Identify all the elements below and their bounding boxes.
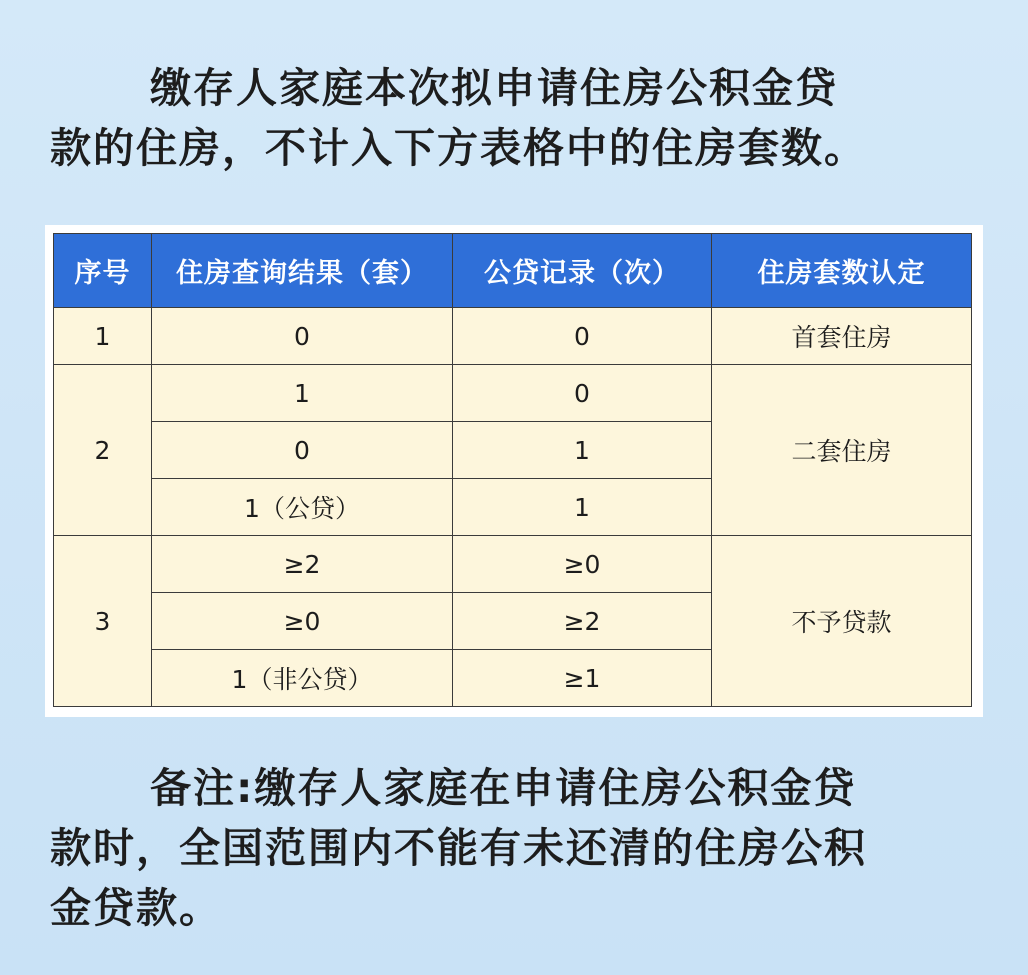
- cell-index: 1: [54, 308, 152, 365]
- intro-line-2: 款的住房，不计入下方表格中的住房套数。: [50, 124, 867, 172]
- cell-housing-query: 0: [152, 308, 453, 365]
- intro-line-1: 缴存人家庭本次拟申请住房公积金贷: [150, 64, 838, 112]
- cell-housing-query: 1: [152, 365, 453, 422]
- note-line-1: 备注:缴存人家庭在申请住房公积金贷: [150, 764, 857, 812]
- header-loan-record: 公贷记录（次）: [453, 234, 712, 308]
- cell-loan-record: ≥2: [453, 593, 712, 650]
- table-header-row: [54, 234, 972, 308]
- table-row: [54, 308, 972, 365]
- table-row: [54, 365, 972, 422]
- header-index: 序号: [54, 234, 152, 308]
- cell-loan-record: 1: [453, 422, 712, 479]
- note-line-2: 款时，全国范围内不能有未还清的住房公积: [50, 824, 867, 872]
- note-paragraph: [50, 758, 990, 938]
- header-housing-query: 住房查询结果（套）: [152, 234, 453, 308]
- intro-paragraph: [50, 58, 990, 178]
- cell-loan-record: 1: [453, 479, 712, 536]
- cell-index: 3: [54, 536, 152, 707]
- cell-determination: 首套住房: [712, 308, 972, 365]
- header-housing-determination: 住房套数认定: [712, 234, 972, 308]
- cell-loan-record: ≥0: [453, 536, 712, 593]
- cell-determination: 不予贷款: [712, 536, 972, 707]
- cell-index: 2: [54, 365, 152, 536]
- cell-housing-query: 1（公贷）: [152, 479, 453, 536]
- cell-loan-record: 0: [453, 308, 712, 365]
- cell-housing-query: ≥2: [152, 536, 453, 593]
- note-line-3: 金贷款。: [50, 884, 222, 932]
- cell-determination: 二套住房: [712, 365, 972, 536]
- table-row: [54, 536, 972, 593]
- table-frame: [45, 225, 983, 717]
- cell-loan-record: ≥1: [453, 650, 712, 707]
- cell-housing-query: 1（非公贷）: [152, 650, 453, 707]
- housing-count-table: [53, 233, 972, 707]
- cell-housing-query: 0: [152, 422, 453, 479]
- cell-loan-record: 0: [453, 365, 712, 422]
- cell-housing-query: ≥0: [152, 593, 453, 650]
